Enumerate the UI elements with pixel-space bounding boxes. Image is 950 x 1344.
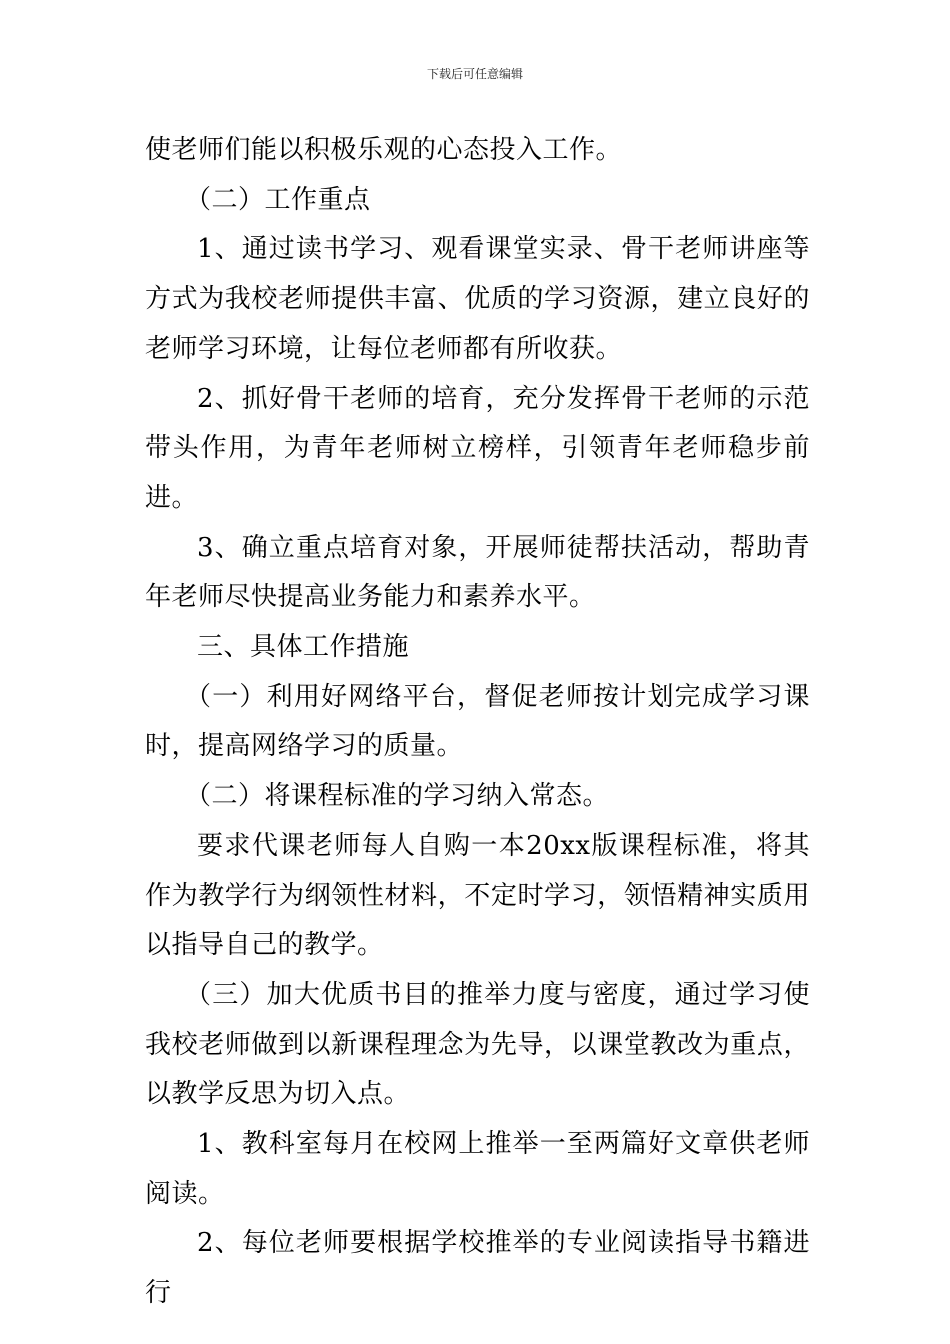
paragraph: 2、每位老师要根据学校推举的专业阅读指导书籍进行 [145, 1228, 810, 1309]
section-heading: （二）工作重点 [185, 184, 371, 215]
paragraph: 1、教科室每月在校网上推举一至两篇好文章供老师阅读。 [145, 1129, 810, 1209]
paragraph: （一）利用好网络平台，督促老师按计划完成学习课时，提高网络学习的质量。 [145, 681, 810, 762]
paragraph: （二）将课程标准的学习纳入常态。 [185, 781, 610, 812]
section-heading: 三、具体工作措施 [197, 632, 410, 663]
paragraph: （三）加大优质书目的推举力度与密度，通过学习使我校老师做到以新课程理念为先导，以课堂教改为重点，以教学反思为切入点。 [145, 979, 810, 1110]
paragraph: 3、确立重点培育对象，开展师徒帮扶活动，帮助青年老师尽快提高业务能力和素养水平。 [145, 532, 810, 613]
document-body [145, 126, 810, 1319]
paragraph: 使老师们能以积极乐观的心态投入工作。 [145, 135, 623, 165]
paragraph: 1、通过读书学习、观看课堂实录、骨干老师讲座等方式为我校老师提供丰富、优质的学习资源，建立良好的老师学习环境，让每位老师都有所收获。 [145, 234, 810, 364]
paragraph: 要求代课老师每人自购一本20xx版课程标准，将其作为教学行为纲领性材料，不定时学习，领悟精神实质用以指导自己的教学。 [145, 830, 810, 961]
paragraph: 2、抓好骨干老师的培育，充分发挥骨干老师的示范带头作用，为青年老师树立榜样，引领青年老师稳步前进。 [145, 383, 810, 513]
page-header: 下载后可任意编辑 [426, 67, 523, 81]
